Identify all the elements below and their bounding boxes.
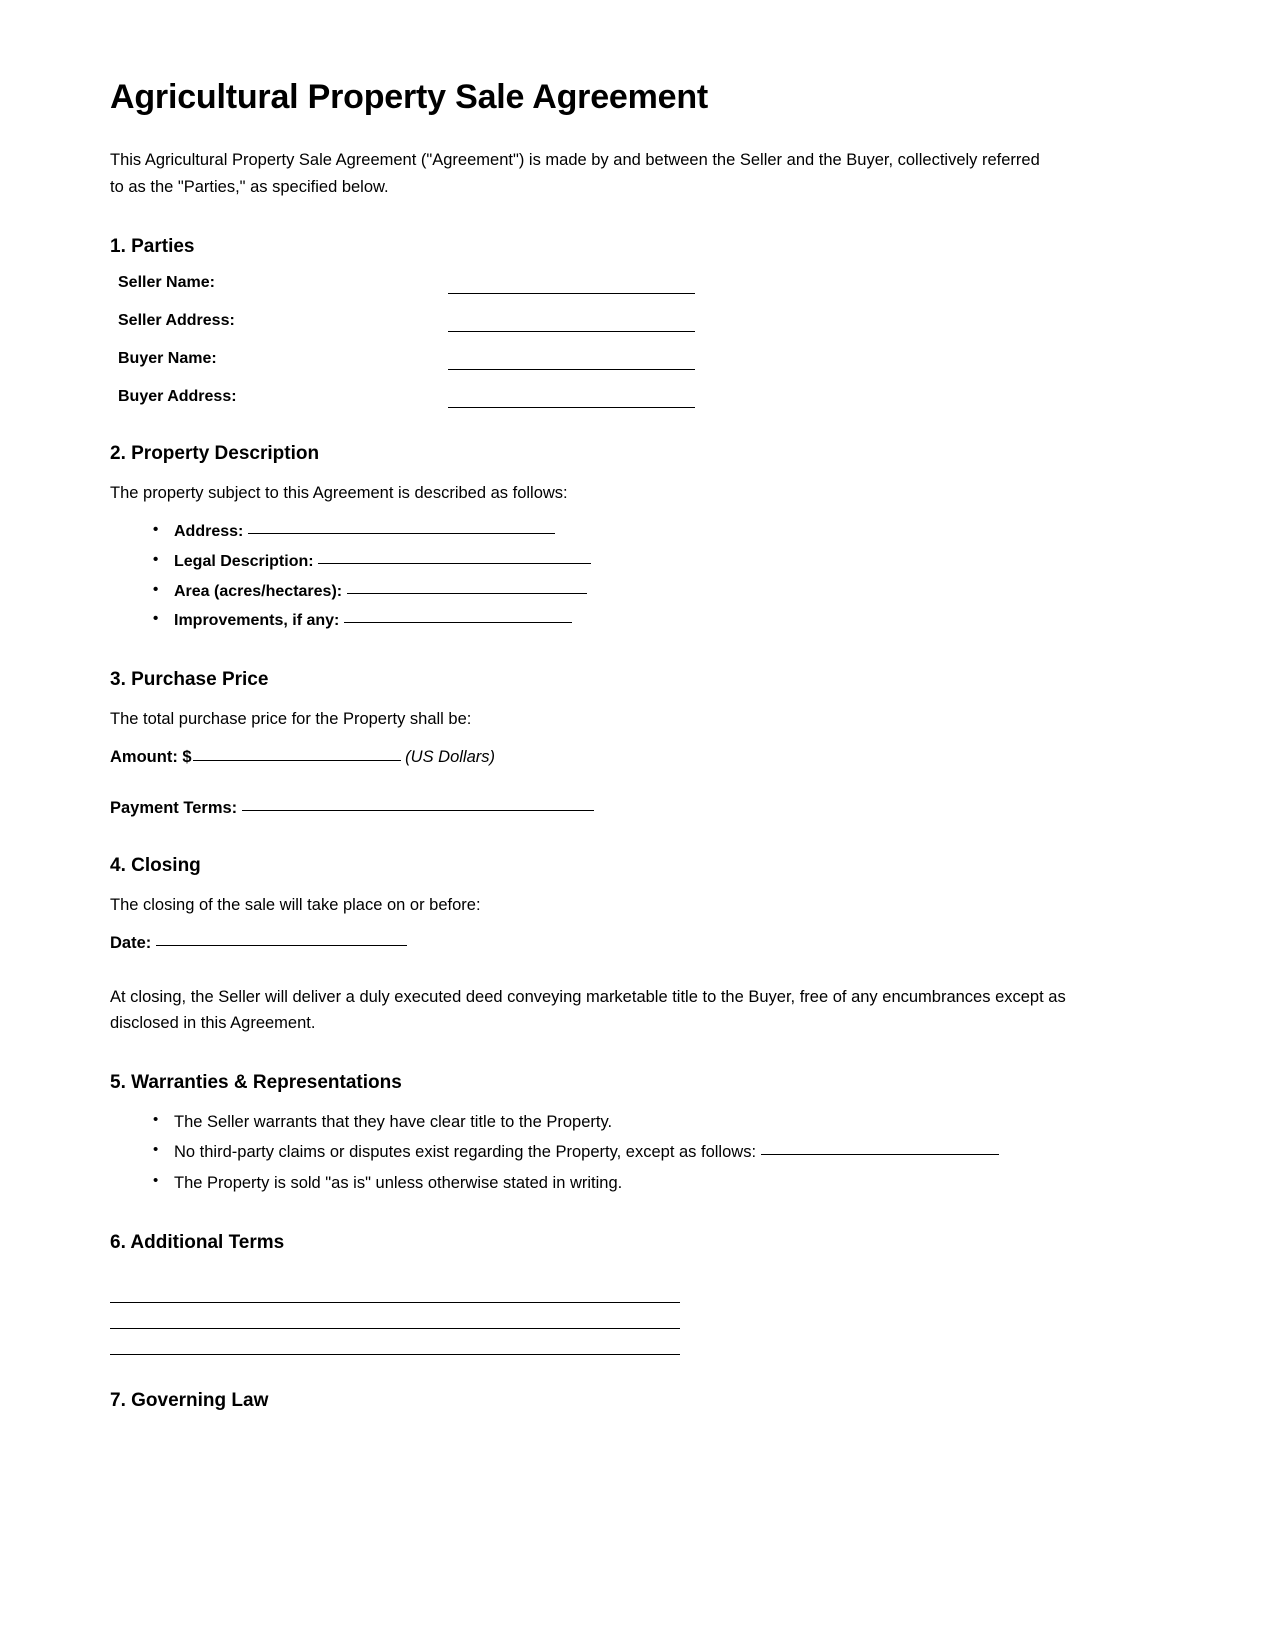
- list-item-address: [174, 519, 1153, 545]
- intro-paragraph: This Agricultural Property Sale Agreement ("Agreement") is made by and between the Seller and the Buyer, collectively referred to as the "Parties," as specified below.: [110, 151, 1040, 196]
- list-item-as-is: [174, 1170, 1153, 1197]
- field-row-seller-address: [118, 310, 1153, 332]
- section-closing: [110, 854, 1153, 1037]
- additional-terms-blank-lines: [110, 1277, 1153, 1355]
- property-description-list: [110, 519, 1153, 635]
- section-heading-property-description: 2. Property Description: [110, 443, 320, 465]
- field-label-seller-address: Seller Address:: [118, 312, 235, 330]
- list-item-clear-title: [174, 1109, 1153, 1136]
- section-warranties: [110, 1071, 1153, 1197]
- field-row-buyer-address: [118, 386, 1153, 408]
- field-blank-amount[interactable]: [193, 749, 401, 761]
- list-item-clear-title-text: The Seller warrants that they have clear title to the Property.: [174, 1112, 613, 1131]
- field-blank-buyer-name[interactable]: [448, 355, 695, 370]
- section-heading-warranties: 5. Warranties & Representations: [110, 1072, 402, 1093]
- field-row-seller-name: [118, 272, 1153, 294]
- field-row-buyer-name: [118, 348, 1153, 370]
- field-label-buyer-name: Buyer Name:: [118, 350, 217, 368]
- list-item-address-label: Address:: [174, 522, 244, 540]
- list-item-as-is-text: The Property is sold "as is" unless otherwise stated in writing.: [174, 1174, 623, 1193]
- field-blank-seller-address[interactable]: [448, 317, 695, 332]
- field-label-seller-name: Seller Name:: [118, 274, 215, 292]
- additional-terms-blank-3[interactable]: [110, 1329, 680, 1355]
- section-heading-governing-law: 7. Governing Law: [110, 1389, 269, 1411]
- field-blank-closing-date[interactable]: [156, 934, 407, 946]
- field-blank-third-party-claims[interactable]: [761, 1143, 999, 1155]
- closing-date-label: Date:: [110, 933, 152, 952]
- section-property-description: [110, 442, 1153, 634]
- list-item-area-label: Area (acres/hectares):: [174, 582, 343, 600]
- section-parties: [110, 235, 1153, 409]
- payment-terms-line: [110, 796, 1153, 821]
- field-blank-payment-terms[interactable]: [242, 799, 594, 811]
- list-item-area: [174, 579, 1153, 605]
- section-heading-purchase-price: 3. Purchase Price: [110, 669, 269, 691]
- field-blank-seller-name[interactable]: [448, 279, 695, 294]
- section-additional-terms: [110, 1231, 1153, 1355]
- list-item-legal-description: [174, 549, 1153, 575]
- purchase-price-intro: The total purchase price for the Property shall be:: [110, 710, 472, 729]
- warranties-list: [110, 1109, 1153, 1197]
- page-title: Agricultural Property Sale Agreement: [110, 78, 709, 116]
- currency-note: (US Dollars): [405, 747, 496, 766]
- amount-line: [110, 745, 1153, 770]
- parties-field-list: [118, 272, 1153, 408]
- closing-paragraph: At closing, the Seller will deliver a duly executed deed conveying marketable title to the Buyer, free of any encumbrances except as disclosed in this Agreement.: [110, 987, 1066, 1033]
- property-description-intro: The property subject to this Agreement is described as follows:: [110, 484, 568, 503]
- section-heading-parties: 1. Parties: [110, 235, 195, 257]
- list-item-improvements: [174, 608, 1153, 634]
- field-blank-address[interactable]: [248, 522, 555, 534]
- field-label-buyer-address: Buyer Address:: [118, 388, 237, 406]
- list-item-improvements-label: Improvements, if any:: [174, 612, 340, 630]
- additional-terms-blank-1[interactable]: [110, 1277, 680, 1303]
- field-blank-buyer-address[interactable]: [448, 393, 695, 408]
- section-heading-additional-terms: 6. Additional Terms: [110, 1231, 285, 1253]
- section-heading-closing: 4. Closing: [110, 855, 201, 877]
- closing-intro: The closing of the sale will take place on or before:: [110, 896, 481, 915]
- list-item-no-third-party-claims: [174, 1139, 1153, 1166]
- additional-terms-blank-2[interactable]: [110, 1303, 680, 1329]
- list-item-no-third-party-claims-text: No third-party claims or disputes exist regarding the Property, except as follows:: [174, 1143, 757, 1162]
- payment-terms-label: Payment Terms:: [110, 798, 238, 817]
- section-purchase-price: [110, 668, 1153, 820]
- field-blank-legal-description[interactable]: [318, 552, 591, 564]
- amount-label: Amount: $: [110, 747, 192, 766]
- list-item-legal-description-label: Legal Description:: [174, 552, 314, 570]
- closing-date-line: [110, 931, 1153, 956]
- section-governing-law: [110, 1389, 1153, 1413]
- field-blank-area[interactable]: [347, 582, 587, 594]
- field-blank-improvements[interactable]: [344, 611, 572, 623]
